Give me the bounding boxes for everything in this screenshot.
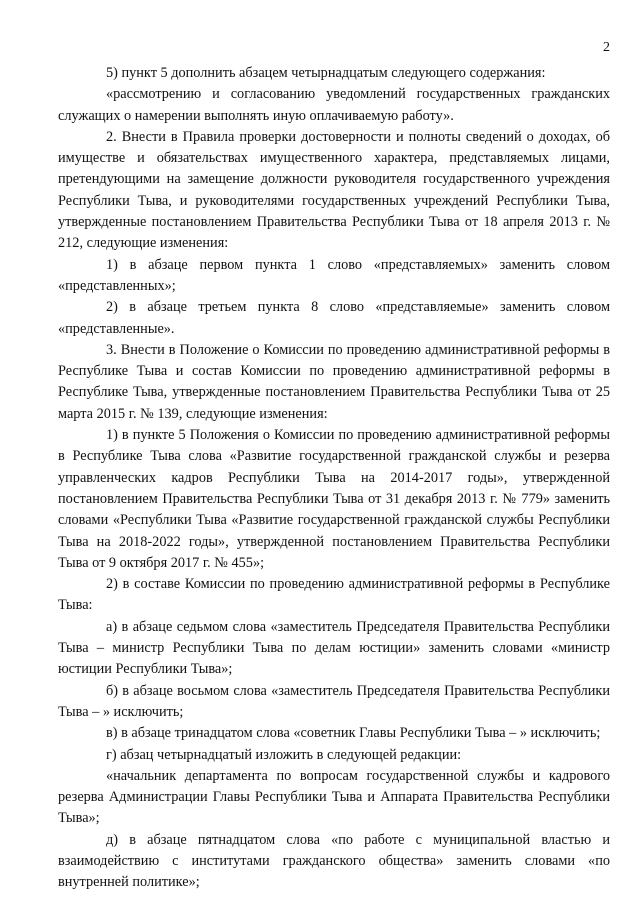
paragraph-amend-item-5: 5) пункт 5 дополнить абзацем четырнадцатым следующего содержания: <box>106 65 546 81</box>
page-number: 2 <box>603 40 610 55</box>
paragraph-subitem-g-quote: «начальник департамента по вопросам государственной службы и кадрового резерва Администрации Главы Республики Тыва и Аппарата Правительства Республики Тыва»; <box>58 767 610 827</box>
paragraph-subitem-b: б) в абзаце восьмом слова «заместитель Председателя Правительства Республики Тыва – » исключить; <box>58 682 610 720</box>
paragraph-section-3-item-1: 1) в пункте 5 Положения о Комиссии по проведению административной реформы в Республике Тыва слова «Развитие государственной гражданской службы и резерва управленческих кадров Республики Тыва на 2014-2017 годы», утвержденной постановлением Правительства Республики Тыва от 31 декабря 2013 г. № 779» заменить словами «Республики Тыва «Развитие государственной гражданской службы Республики Тыва на 2018-2022 годы», утвержденной постановлением Правительства Республики Тыва от 9 октября 2017 г. № 455»; <box>58 427 610 571</box>
paragraph-section-3: 3. Внести в Положение о Комиссии по проведению административной реформы в Республике Тыва и состав Комиссии по проведению административной реформы в Республике Тыва, утвержденные постановлением Правительства Республики Тыва от 25 марта 2015 г. № 139, следующие изменения: <box>58 341 610 422</box>
paragraph-subitem-g: г) абзац четырнадцатый изложить в следующей редакции: <box>106 746 462 763</box>
paragraph-section-3-item-2: 2) в составе Комиссии по проведению административной реформы в Республике Тыва: <box>58 576 610 614</box>
document-body <box>58 63 610 894</box>
paragraph-section-2-item-1: 1) в абзаце первом пункта 1 слово «представляемых» заменить словом «представленных»; <box>58 256 610 294</box>
paragraph-subitem-d: д) в абзаце пятнадцатом слова «по работе с муниципальной властью и взаимодействию с институтами гражданского общества» заменить словами «по внутренней политике»; <box>58 831 610 891</box>
paragraph-subitem-a: а) в абзаце седьмом слова «заместитель Председателя Правительства Республики Тыва – министр Республики Тыва по делам юстиции» заменить словами «министр юстиции Республики Тыва»; <box>58 618 610 678</box>
paragraph-quoted-text: «рассмотрению и согласованию уведомлений государственных гражданских служащих о намерении выполнять иную оплачиваемую работу». <box>58 86 610 124</box>
paragraph-section-2: 2. Внести в Правила проверки достоверности и полноты сведений о доходах, об имуществе и обязательствах имущественного характера, представляемых лицами, претендующими на замещение должности руководителя государственного учреждения Республики Тыва, и руководителями государственных учреждений Республики Тыва, утвержденные постановлением Правительства Республики Тыва от 18 апреля 2013 г. № 212, следующие изменения: <box>58 128 610 252</box>
paragraph-subitem-v: в) в абзаце тринадцатом слова «советник Главы Республики Тыва – » исключить; <box>106 725 601 742</box>
paragraph-section-2-item-2: 2) в абзаце третьем пункта 8 слово «представляемые» заменить словом «представленные». <box>58 299 610 337</box>
